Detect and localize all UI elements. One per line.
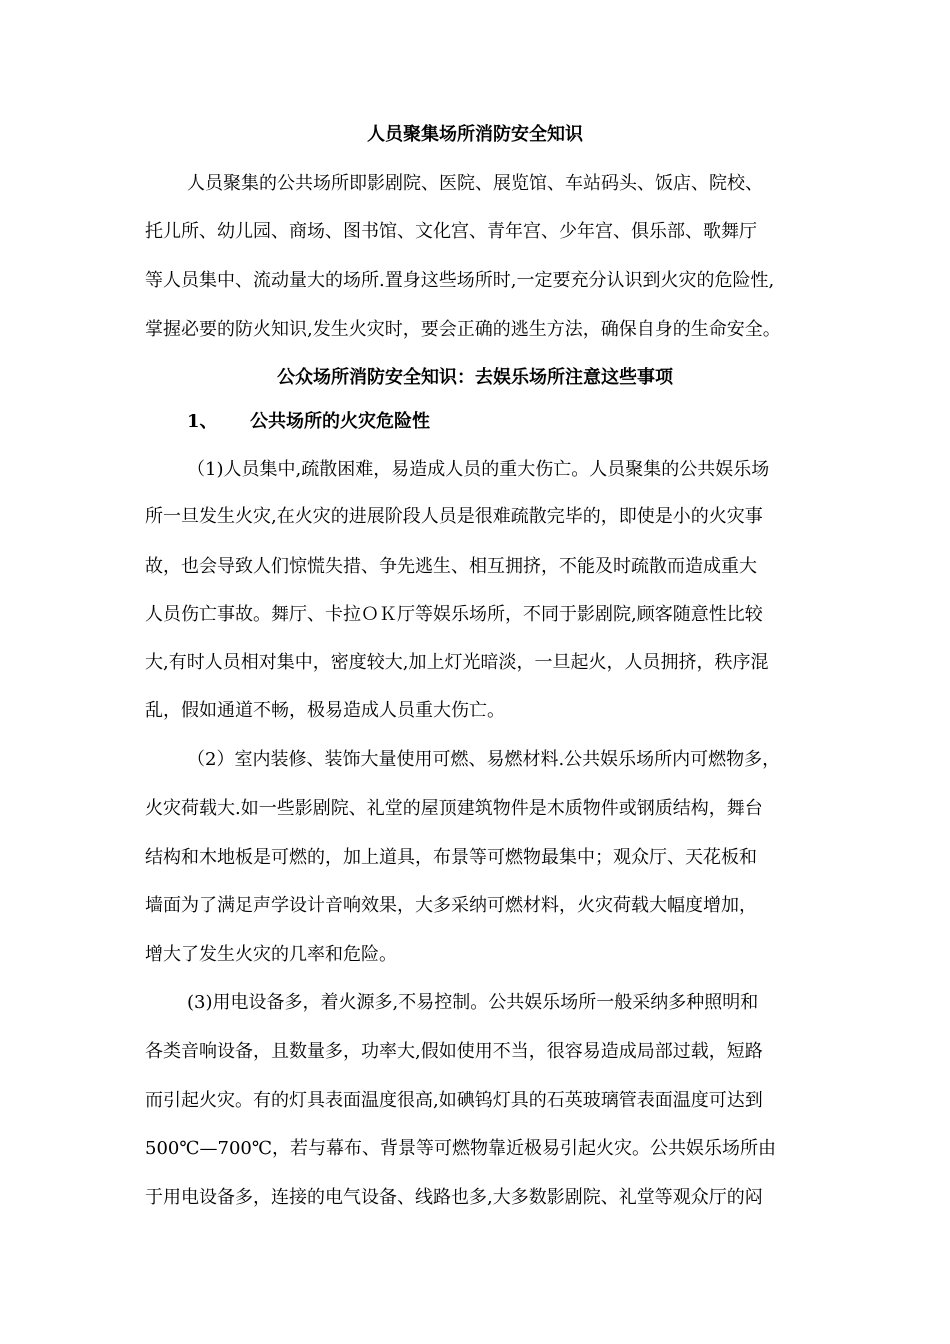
intro-line: 等人员集中、流动量大的场所.置身这些场所时,一定要充分认识到火灾的危险性, (145, 270, 775, 291)
section-subtitle: 公众场所消防安全知识：去娱乐场所注意这些事项 (277, 367, 673, 388)
paragraph-line: 增大了发生火灾的几率和危险。 (145, 944, 397, 965)
paragraph-line: 而引起火灾。有的灯具表面温度很高,如碘钨灯具的石英玻璃管表面温度可达到 (145, 1090, 763, 1111)
paragraph-line: 所一旦发生火灾,在火灾的进展阶段人员是很难疏散完毕的，即使是小的火灾事 (145, 506, 763, 527)
paragraph-line: 结构和木地板是可燃的，加上道具，布景等可燃物最集中；观众厅、天花板和 (145, 847, 757, 868)
paragraph-line: 人员伤亡事故。舞厅、卡拉ＯＫ厅等娱乐场所，不同于影剧院,顾客随意性比较 (145, 604, 763, 625)
paragraph-line: 乱，假如通道不畅，极易造成人员重大伤亡。 (145, 700, 505, 721)
intro-line: 掌握必要的防火知识,发生火灾时，要会正确的逃生方法，确保自身的生命安全。 (145, 319, 781, 340)
document-title: 人员聚集场所消防安全知识 (367, 124, 583, 145)
paragraph-line: （2）室内装修、装饰大量使用可燃、易燃材料.公共娱乐场所内可燃物多， (187, 749, 781, 770)
paragraph-line: (3)用电设备多，着火源多,不易控制。公共娱乐场所一般采纳多种照明和 (187, 992, 759, 1013)
paragraph-line: 各类音响设备，且数量多，功率大,假如使用不当，很容易造成局部过载，短路 (145, 1041, 763, 1062)
paragraph-line: 大,有时人员相对集中，密度较大,加上灯光暗淡，一旦起火，人员拥挤，秩序混 (145, 652, 769, 673)
intro-line: 人员聚集的公共场所即影剧院、医院、展览馆、车站码头、饭店、院校、 (187, 173, 763, 194)
paragraph-line: 500℃—700℃，若与幕布、背景等可燃物靠近极易引起火灾。公共娱乐场所由 (145, 1138, 776, 1159)
paragraph-line: 墙面为了满足声学设计音响效果，大多采纳可燃材料，火灾荷载大幅度增加， (145, 895, 757, 916)
paragraph-line: 火灾荷载大.如一些影剧院、礼堂的屋顶建筑物件是木质物件或钢质结构，舞台 (145, 798, 763, 819)
section-number: 1、 (187, 411, 218, 432)
paragraph-line: 于用电设备多，连接的电气设备、线路也多,大多数影剧院、礼堂等观众厅的闷 (145, 1187, 763, 1208)
section-heading: 公共场所的火灾危险性 (250, 411, 430, 432)
intro-line: 托儿所、幼儿园、商场、图书馆、文化宫、青年宫、少年宫、俱乐部、歌舞厅 (145, 221, 757, 242)
paragraph-line: （1)人员集中,疏散困难，易造成人员的重大伤亡。人员聚集的公共娱乐场 (187, 459, 770, 480)
paragraph-line: 故，也会导致人们惊慌失措、争先逃生、相互拥挤，不能及时疏散而造成重大 (145, 556, 757, 577)
